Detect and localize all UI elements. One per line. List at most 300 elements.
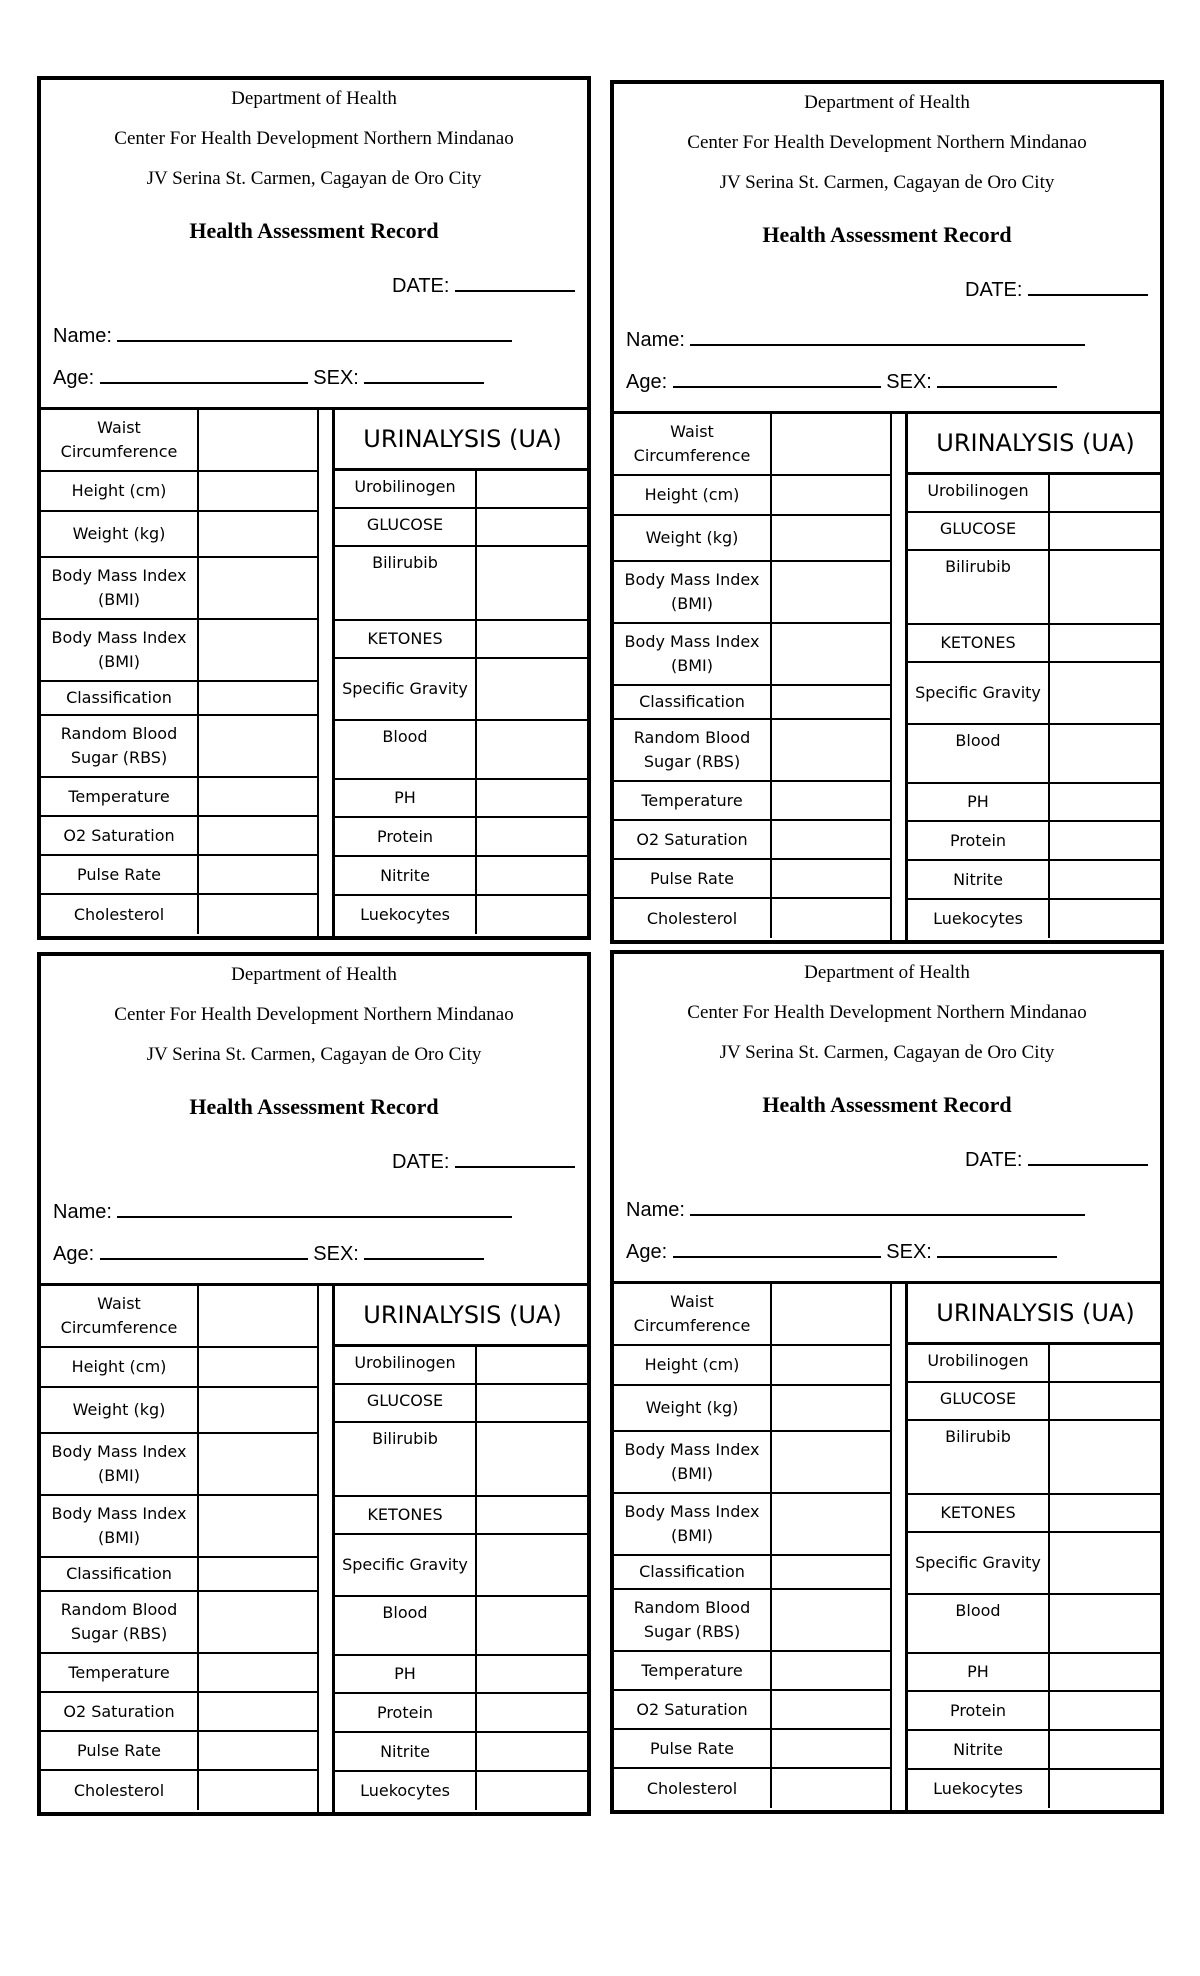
urinalysis-value-cell[interactable] bbox=[477, 721, 590, 778]
urinalysis-value-cell[interactable] bbox=[477, 659, 590, 719]
vitals-value-cell[interactable] bbox=[199, 472, 317, 510]
vitals-label: Pulse Rate bbox=[614, 860, 772, 897]
urinalysis-row bbox=[908, 1533, 1163, 1595]
urinalysis-row bbox=[335, 721, 590, 780]
urinalysis-value-cell[interactable] bbox=[477, 1535, 590, 1595]
vitals-label: Weight (kg) bbox=[614, 516, 772, 560]
vitals-label: Waist Circumference bbox=[41, 1286, 199, 1346]
urinalysis-row bbox=[908, 1770, 1163, 1808]
urinalysis-value-cell[interactable] bbox=[1050, 513, 1163, 549]
vitals-value-cell[interactable] bbox=[772, 860, 890, 897]
vitals-table bbox=[614, 414, 892, 940]
vitals-value-cell[interactable] bbox=[772, 1494, 890, 1554]
record-title: Health Assessment Record bbox=[189, 218, 439, 243]
center-name: Center For Health Development Northern Mindanao bbox=[114, 128, 514, 149]
center-address: JV Serina St. Carmen, Cagayan de Oro City bbox=[719, 1042, 1055, 1063]
urinalysis-value-cell[interactable] bbox=[477, 509, 590, 545]
department-name: Department of Health bbox=[231, 964, 397, 985]
date-blank[interactable] bbox=[1028, 1146, 1148, 1166]
sex-label: SEX: bbox=[886, 371, 932, 393]
urinalysis-label: Luekocytes bbox=[335, 896, 477, 934]
vitals-row bbox=[41, 1348, 317, 1388]
urinalysis-row bbox=[335, 1535, 590, 1597]
age-sex-field bbox=[626, 1238, 1057, 1264]
date-field bbox=[965, 1146, 1148, 1172]
urinalysis-label: Luekocytes bbox=[908, 1770, 1050, 1808]
vitals-label: O2 Saturation bbox=[614, 821, 772, 858]
vitals-row bbox=[41, 1496, 317, 1558]
vitals-label: Random Blood Sugar (RBS) bbox=[41, 716, 199, 776]
urinalysis-row bbox=[335, 857, 590, 896]
urinalysis-label: Protein bbox=[335, 1694, 477, 1731]
center-address: JV Serina St. Carmen, Cagayan de Oro City bbox=[719, 172, 1055, 193]
vitals-label: Height (cm) bbox=[41, 1348, 199, 1386]
vitals-value-cell[interactable] bbox=[772, 1769, 890, 1808]
urinalysis-row bbox=[908, 551, 1163, 625]
sex-blank[interactable] bbox=[364, 364, 484, 384]
urinalysis-value-cell[interactable] bbox=[1050, 1692, 1163, 1729]
date-label: DATE: bbox=[965, 1149, 1023, 1171]
urinalysis-row bbox=[335, 1656, 590, 1694]
vitals-value-cell[interactable] bbox=[772, 1556, 890, 1588]
department-name: Department of Health bbox=[231, 88, 397, 109]
urinalysis-label: Nitrite bbox=[335, 1733, 477, 1770]
vitals-row bbox=[41, 1654, 317, 1693]
center-name: Center For Health Development Northern Mindanao bbox=[114, 1004, 514, 1025]
name-blank[interactable] bbox=[117, 322, 512, 342]
urinalysis-table bbox=[905, 414, 1163, 940]
name-field bbox=[626, 1196, 1085, 1222]
urinalysis-value-cell[interactable] bbox=[1050, 1654, 1163, 1690]
urinalysis-row bbox=[908, 625, 1163, 663]
vitals-value-cell[interactable] bbox=[199, 778, 317, 815]
vitals-value-cell[interactable] bbox=[772, 899, 890, 938]
vitals-table bbox=[41, 1286, 319, 1812]
center-name: Center For Health Development Northern Mindanao bbox=[687, 1002, 1087, 1023]
urinalysis-label: GLUCOSE bbox=[335, 1385, 477, 1421]
urinalysis-value-cell[interactable] bbox=[477, 1597, 590, 1654]
vitals-label: Waist Circumference bbox=[614, 1284, 772, 1344]
vitals-row bbox=[614, 1769, 890, 1808]
urinalysis-label: Specific Gravity bbox=[335, 1535, 477, 1595]
urinalysis-value-cell[interactable] bbox=[1050, 663, 1163, 723]
urinalysis-label: Blood bbox=[908, 725, 1050, 782]
urinalysis-value-cell[interactable] bbox=[477, 780, 590, 816]
vitals-value-cell[interactable] bbox=[772, 562, 890, 622]
urinalysis-row bbox=[335, 1772, 590, 1810]
name-field bbox=[53, 322, 512, 348]
sex-label: SEX: bbox=[313, 367, 359, 389]
vitals-value-cell[interactable] bbox=[199, 1348, 317, 1386]
urinalysis-label: Protein bbox=[335, 818, 477, 855]
date-blank[interactable] bbox=[455, 272, 575, 292]
vitals-label: Body Mass Index (BMI) bbox=[614, 562, 772, 622]
vitals-row bbox=[41, 895, 317, 934]
urinalysis-label: Bilirubib bbox=[335, 547, 477, 619]
urinalysis-row bbox=[908, 725, 1163, 784]
age-label: Age: bbox=[626, 1241, 668, 1263]
vitals-value-cell[interactable] bbox=[199, 716, 317, 776]
urinalysis-row bbox=[908, 1595, 1163, 1654]
vitals-row bbox=[41, 778, 317, 817]
urinalysis-row bbox=[335, 896, 590, 934]
urinalysis-value-cell[interactable] bbox=[1050, 1345, 1163, 1381]
urinalysis-row bbox=[908, 1495, 1163, 1533]
urinalysis-title: URINALYSIS (UA) bbox=[335, 1286, 590, 1347]
health-assessment-card bbox=[37, 76, 591, 940]
urinalysis-value-cell[interactable] bbox=[477, 621, 590, 657]
urinalysis-value-cell[interactable] bbox=[1050, 475, 1163, 511]
age-label: Age: bbox=[626, 371, 668, 393]
vitals-row bbox=[614, 1691, 890, 1730]
age-blank[interactable] bbox=[673, 1238, 881, 1258]
vitals-row bbox=[41, 1434, 317, 1496]
vitals-row bbox=[41, 410, 317, 472]
urinalysis-value-cell[interactable] bbox=[477, 1694, 590, 1731]
urinalysis-value-cell[interactable] bbox=[477, 1497, 590, 1533]
vitals-value-cell[interactable] bbox=[772, 1590, 890, 1650]
name-label: Name: bbox=[53, 1201, 112, 1223]
urinalysis-label: Bilirubib bbox=[908, 551, 1050, 623]
urinalysis-label: Urobilinogen bbox=[335, 1347, 477, 1383]
vitals-value-cell[interactable] bbox=[772, 1346, 890, 1384]
urinalysis-label: Specific Gravity bbox=[908, 1533, 1050, 1593]
vitals-value-cell[interactable] bbox=[199, 1693, 317, 1730]
vitals-value-cell[interactable] bbox=[772, 1432, 890, 1492]
name-label: Name: bbox=[53, 325, 112, 347]
name-label: Name: bbox=[626, 329, 685, 351]
urinalysis-label: KETONES bbox=[335, 621, 477, 657]
vitals-row bbox=[41, 817, 317, 856]
urinalysis-value-cell[interactable] bbox=[1050, 1731, 1163, 1768]
vitals-value-cell[interactable] bbox=[772, 821, 890, 858]
vitals-label: Cholesterol bbox=[41, 895, 199, 934]
name-blank[interactable] bbox=[690, 326, 1085, 346]
sex-blank[interactable] bbox=[937, 1238, 1057, 1258]
center-address: JV Serina St. Carmen, Cagayan de Oro City bbox=[146, 168, 482, 189]
urinalysis-value-cell[interactable] bbox=[1050, 725, 1163, 782]
vitals-label: Classification bbox=[41, 1558, 199, 1590]
vitals-label: Body Mass Index (BMI) bbox=[614, 624, 772, 684]
urinalysis-row bbox=[908, 900, 1163, 938]
vitals-label: Classification bbox=[614, 1556, 772, 1588]
urinalysis-row bbox=[335, 818, 590, 857]
vitals-value-cell[interactable] bbox=[772, 782, 890, 819]
urinalysis-row bbox=[908, 513, 1163, 551]
vitals-value-cell[interactable] bbox=[772, 516, 890, 560]
record-title: Health Assessment Record bbox=[189, 1094, 439, 1119]
age-blank[interactable] bbox=[100, 1240, 308, 1260]
vitals-label: Temperature bbox=[41, 1654, 199, 1691]
urinalysis-value-cell[interactable] bbox=[1050, 900, 1163, 938]
date-blank[interactable] bbox=[1028, 276, 1148, 296]
vitals-value-cell[interactable] bbox=[199, 1732, 317, 1769]
sex-blank[interactable] bbox=[364, 1240, 484, 1260]
urinalysis-row bbox=[908, 1421, 1163, 1495]
vitals-label: Weight (kg) bbox=[614, 1386, 772, 1430]
health-assessment-card bbox=[610, 80, 1164, 944]
vitals-label: Weight (kg) bbox=[41, 1388, 199, 1432]
vitals-row bbox=[41, 1388, 317, 1434]
vitals-value-cell[interactable] bbox=[772, 1386, 890, 1430]
urinalysis-value-cell[interactable] bbox=[1050, 1533, 1163, 1593]
vitals-row bbox=[614, 720, 890, 782]
urinalysis-label: KETONES bbox=[908, 1495, 1050, 1531]
urinalysis-label: KETONES bbox=[908, 625, 1050, 661]
urinalysis-label: Nitrite bbox=[908, 861, 1050, 898]
vitals-row bbox=[41, 716, 317, 778]
urinalysis-value-cell[interactable] bbox=[1050, 1495, 1163, 1531]
vitals-row bbox=[614, 476, 890, 516]
urinalysis-value-cell[interactable] bbox=[477, 1656, 590, 1692]
age-blank[interactable] bbox=[673, 368, 881, 388]
vitals-row bbox=[41, 472, 317, 512]
urinalysis-label: Urobilinogen bbox=[908, 1345, 1050, 1381]
urinalysis-label: PH bbox=[335, 780, 477, 816]
vitals-label: Classification bbox=[41, 682, 199, 714]
urinalysis-value-cell[interactable] bbox=[1050, 625, 1163, 661]
vitals-label: Height (cm) bbox=[614, 476, 772, 514]
vitals-row bbox=[41, 682, 317, 716]
vitals-row bbox=[41, 620, 317, 682]
vitals-label: Height (cm) bbox=[41, 472, 199, 510]
vitals-row bbox=[41, 512, 317, 558]
urinalysis-row bbox=[908, 1692, 1163, 1731]
age-sex-field bbox=[53, 1240, 484, 1266]
date-field bbox=[965, 276, 1148, 302]
vitals-table bbox=[614, 1284, 892, 1810]
urinalysis-value-cell[interactable] bbox=[1050, 1595, 1163, 1652]
vitals-label: Temperature bbox=[614, 1652, 772, 1689]
vitals-row bbox=[41, 856, 317, 895]
urinalysis-value-cell[interactable] bbox=[477, 1772, 590, 1810]
vitals-value-cell[interactable] bbox=[199, 1388, 317, 1432]
urinalysis-label: KETONES bbox=[335, 1497, 477, 1533]
vitals-label: Random Blood Sugar (RBS) bbox=[41, 1592, 199, 1652]
urinalysis-row bbox=[908, 1345, 1163, 1383]
urinalysis-row bbox=[908, 1654, 1163, 1692]
urinalysis-value-cell[interactable] bbox=[477, 1347, 590, 1383]
urinalysis-row bbox=[908, 1383, 1163, 1421]
vitals-row bbox=[614, 414, 890, 476]
urinalysis-label: Protein bbox=[908, 822, 1050, 859]
vitals-label: Temperature bbox=[614, 782, 772, 819]
vitals-label: Height (cm) bbox=[614, 1346, 772, 1384]
urinalysis-value-cell[interactable] bbox=[477, 857, 590, 894]
urinalysis-row bbox=[908, 475, 1163, 513]
vitals-row bbox=[41, 1771, 317, 1810]
urinalysis-label: Luekocytes bbox=[908, 900, 1050, 938]
urinalysis-label: PH bbox=[908, 1654, 1050, 1690]
urinalysis-row bbox=[335, 471, 590, 509]
urinalysis-value-cell[interactable] bbox=[1050, 784, 1163, 820]
vitals-value-cell[interactable] bbox=[199, 1592, 317, 1652]
urinalysis-row bbox=[335, 1733, 590, 1772]
date-label: DATE: bbox=[392, 275, 450, 297]
vitals-row bbox=[614, 562, 890, 624]
vitals-row bbox=[614, 1590, 890, 1652]
urinalysis-value-cell[interactable] bbox=[1050, 551, 1163, 623]
vitals-label: O2 Saturation bbox=[41, 1693, 199, 1730]
vitals-row bbox=[614, 1346, 890, 1386]
vitals-value-cell[interactable] bbox=[199, 856, 317, 893]
urinalysis-value-cell[interactable] bbox=[1050, 1383, 1163, 1419]
urinalysis-row bbox=[335, 1347, 590, 1385]
urinalysis-row bbox=[335, 547, 590, 621]
urinalysis-value-cell[interactable] bbox=[1050, 1770, 1163, 1808]
date-label: DATE: bbox=[965, 279, 1023, 301]
vitals-value-cell[interactable] bbox=[772, 1284, 890, 1344]
health-assessment-card bbox=[610, 950, 1164, 1814]
urinalysis-row bbox=[335, 1385, 590, 1423]
vitals-value-cell[interactable] bbox=[199, 558, 317, 618]
vitals-label: Body Mass Index (BMI) bbox=[41, 1434, 199, 1494]
urinalysis-label: Bilirubib bbox=[908, 1421, 1050, 1493]
urinalysis-value-cell[interactable] bbox=[1050, 1421, 1163, 1493]
vitals-value-cell[interactable] bbox=[199, 410, 317, 470]
urinalysis-table bbox=[332, 1286, 590, 1812]
vitals-row bbox=[614, 1494, 890, 1556]
vitals-value-cell[interactable] bbox=[772, 414, 890, 474]
vitals-row bbox=[614, 1284, 890, 1346]
urinalysis-row bbox=[335, 621, 590, 659]
urinalysis-value-cell[interactable] bbox=[477, 547, 590, 619]
urinalysis-title: URINALYSIS (UA) bbox=[335, 410, 590, 471]
date-label: DATE: bbox=[392, 1151, 450, 1173]
date-blank[interactable] bbox=[455, 1148, 575, 1168]
department-name: Department of Health bbox=[804, 962, 970, 983]
vitals-row bbox=[41, 1592, 317, 1654]
vitals-value-cell[interactable] bbox=[199, 1771, 317, 1810]
center-address: JV Serina St. Carmen, Cagayan de Oro City bbox=[146, 1044, 482, 1065]
urinalysis-row bbox=[908, 784, 1163, 822]
vitals-label: Body Mass Index (BMI) bbox=[614, 1432, 772, 1492]
vitals-row bbox=[614, 516, 890, 562]
vitals-value-cell[interactable] bbox=[199, 512, 317, 556]
vitals-label: Body Mass Index (BMI) bbox=[614, 1494, 772, 1554]
vitals-value-cell[interactable] bbox=[199, 817, 317, 854]
record-title: Health Assessment Record bbox=[762, 222, 1012, 247]
vitals-label: Pulse Rate bbox=[614, 1730, 772, 1767]
urinalysis-label: Blood bbox=[908, 1595, 1050, 1652]
urinalysis-row bbox=[335, 1423, 590, 1497]
vitals-value-cell[interactable] bbox=[772, 686, 890, 718]
urinalysis-label: Nitrite bbox=[908, 1731, 1050, 1768]
urinalysis-title: URINALYSIS (UA) bbox=[908, 1284, 1163, 1345]
vitals-row bbox=[614, 1652, 890, 1691]
vitals-value-cell[interactable] bbox=[772, 1652, 890, 1689]
urinalysis-value-cell[interactable] bbox=[477, 1423, 590, 1495]
name-blank[interactable] bbox=[117, 1198, 512, 1218]
urinalysis-value-cell[interactable] bbox=[1050, 861, 1163, 898]
vitals-value-cell[interactable] bbox=[772, 1691, 890, 1728]
urinalysis-row bbox=[908, 1731, 1163, 1770]
vitals-row bbox=[614, 1432, 890, 1494]
urinalysis-row bbox=[908, 861, 1163, 900]
record-title: Health Assessment Record bbox=[762, 1092, 1012, 1117]
urinalysis-row bbox=[908, 822, 1163, 861]
vitals-table bbox=[41, 410, 319, 936]
vitals-value-cell[interactable] bbox=[772, 1730, 890, 1767]
urinalysis-label: Blood bbox=[335, 1597, 477, 1654]
name-field bbox=[626, 326, 1085, 352]
vitals-row bbox=[614, 899, 890, 938]
vitals-label: Weight (kg) bbox=[41, 512, 199, 556]
vitals-label: Pulse Rate bbox=[41, 1732, 199, 1769]
urinalysis-row bbox=[335, 1497, 590, 1535]
vitals-label: Body Mass Index (BMI) bbox=[41, 620, 199, 680]
vitals-value-cell[interactable] bbox=[199, 1286, 317, 1346]
age-sex-field bbox=[626, 368, 1057, 394]
vitals-label: Random Blood Sugar (RBS) bbox=[614, 1590, 772, 1650]
department-name: Department of Health bbox=[804, 92, 970, 113]
sex-label: SEX: bbox=[886, 1241, 932, 1263]
vitals-value-cell[interactable] bbox=[199, 1654, 317, 1691]
vitals-value-cell[interactable] bbox=[772, 476, 890, 514]
vitals-value-cell[interactable] bbox=[199, 1434, 317, 1494]
urinalysis-label: Specific Gravity bbox=[335, 659, 477, 719]
vitals-label: Cholesterol bbox=[41, 1771, 199, 1810]
vitals-label: Waist Circumference bbox=[41, 410, 199, 470]
urinalysis-row bbox=[335, 1694, 590, 1733]
vitals-value-cell[interactable] bbox=[199, 1496, 317, 1556]
vitals-value-cell[interactable] bbox=[199, 1558, 317, 1590]
urinalysis-row bbox=[335, 659, 590, 721]
urinalysis-label: Nitrite bbox=[335, 857, 477, 894]
urinalysis-label: GLUCOSE bbox=[908, 513, 1050, 549]
vitals-value-cell[interactable] bbox=[772, 624, 890, 684]
urinalysis-value-cell[interactable] bbox=[477, 818, 590, 855]
urinalysis-label: Protein bbox=[908, 1692, 1050, 1729]
vitals-label: Body Mass Index (BMI) bbox=[41, 1496, 199, 1556]
urinalysis-row bbox=[908, 663, 1163, 725]
vitals-label: Waist Circumference bbox=[614, 414, 772, 474]
vitals-value-cell[interactable] bbox=[199, 620, 317, 680]
vitals-label: O2 Saturation bbox=[41, 817, 199, 854]
urinalysis-value-cell[interactable] bbox=[477, 896, 590, 934]
vitals-label: Cholesterol bbox=[614, 899, 772, 938]
urinalysis-value-cell[interactable] bbox=[477, 1385, 590, 1421]
vitals-row bbox=[41, 558, 317, 620]
urinalysis-row bbox=[335, 780, 590, 818]
vitals-row bbox=[614, 1386, 890, 1432]
urinalysis-label: PH bbox=[335, 1656, 477, 1692]
age-label: Age: bbox=[53, 367, 95, 389]
vitals-row bbox=[614, 782, 890, 821]
name-blank[interactable] bbox=[690, 1196, 1085, 1216]
vitals-value-cell[interactable] bbox=[199, 895, 317, 934]
urinalysis-value-cell[interactable] bbox=[477, 471, 590, 507]
urinalysis-value-cell[interactable] bbox=[477, 1733, 590, 1770]
urinalysis-label: GLUCOSE bbox=[335, 509, 477, 545]
urinalysis-row bbox=[335, 509, 590, 547]
vitals-label: Cholesterol bbox=[614, 1769, 772, 1808]
urinalysis-value-cell[interactable] bbox=[1050, 822, 1163, 859]
vitals-label: Body Mass Index (BMI) bbox=[41, 558, 199, 618]
vitals-value-cell[interactable] bbox=[772, 720, 890, 780]
vitals-row bbox=[614, 1730, 890, 1769]
vitals-row bbox=[614, 624, 890, 686]
vitals-value-cell[interactable] bbox=[199, 682, 317, 714]
vitals-row bbox=[41, 1693, 317, 1732]
sex-blank[interactable] bbox=[937, 368, 1057, 388]
urinalysis-label: Urobilinogen bbox=[908, 475, 1050, 511]
urinalysis-label: PH bbox=[908, 784, 1050, 820]
urinalysis-title: URINALYSIS (UA) bbox=[908, 414, 1163, 475]
health-assessment-card bbox=[37, 952, 591, 1816]
age-blank[interactable] bbox=[100, 364, 308, 384]
urinalysis-label: Bilirubib bbox=[335, 1423, 477, 1495]
